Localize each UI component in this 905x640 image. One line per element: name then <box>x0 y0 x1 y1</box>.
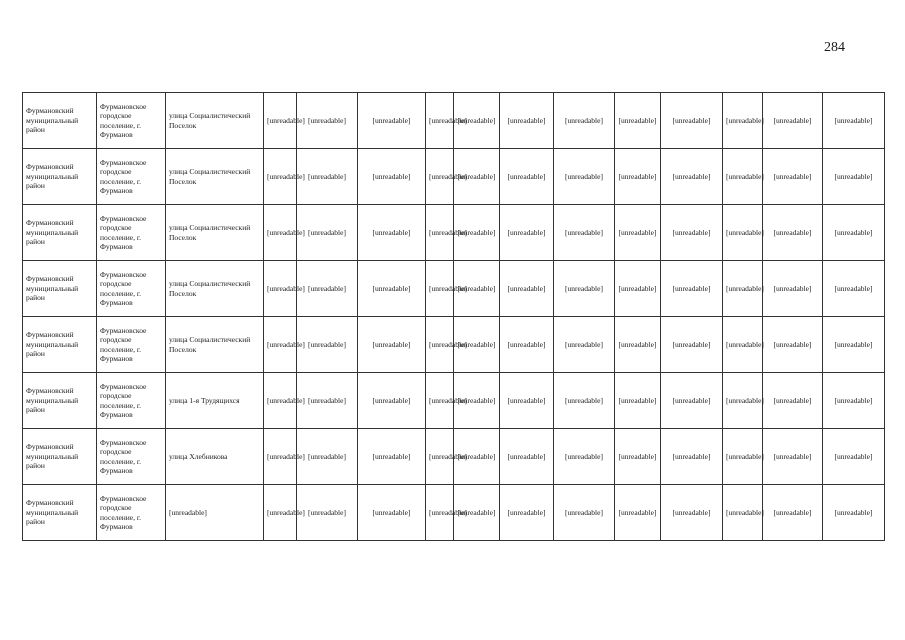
value-cell: [unreadable] <box>823 93 885 149</box>
value-cell: [unreadable] <box>661 93 723 149</box>
value-cell: [unreadable] <box>358 317 426 373</box>
value-cell: [unreadable] <box>723 205 763 261</box>
settlement-cell: Фурмановское городское поселение, г. Фурманов <box>97 205 166 261</box>
value-cell: [unreadable] <box>823 373 885 429</box>
value-cell: [unreadable] <box>723 93 763 149</box>
table-row <box>23 149 885 205</box>
value-cell: [unreadable] <box>264 485 297 541</box>
value-cell: [unreadable] <box>661 317 723 373</box>
value-cell: [unreadable] <box>358 261 426 317</box>
value-cell: [unreadable] <box>554 373 615 429</box>
settlement-cell: Фурмановское городское поселение, г. Фурманов <box>97 93 166 149</box>
value-cell: [unreadable] <box>297 261 358 317</box>
value-cell: [unreadable] <box>615 317 661 373</box>
street-cell: улица 1-я Трудящихся <box>166 373 264 429</box>
value-cell: [unreadable] <box>454 317 500 373</box>
value-cell: [unreadable] <box>454 205 500 261</box>
street-cell: улица Социалистический Поселок <box>166 93 264 149</box>
value-cell: [unreadable] <box>454 93 500 149</box>
table-row <box>23 93 885 149</box>
value-cell: [unreadable] <box>723 317 763 373</box>
municipality-cell: Фурмановский муниципальный район <box>23 317 97 373</box>
value-cell: [unreadable] <box>426 205 454 261</box>
municipality-cell: Фурмановский муниципальный район <box>23 261 97 317</box>
settlement-cell: Фурмановское городское поселение, г. Фурманов <box>97 485 166 541</box>
value-cell: [unreadable] <box>723 485 763 541</box>
value-cell: [unreadable] <box>661 373 723 429</box>
value-cell: [unreadable] <box>554 205 615 261</box>
value-cell: [unreadable] <box>358 373 426 429</box>
value-cell: [unreadable] <box>358 149 426 205</box>
value-cell: [unreadable] <box>823 317 885 373</box>
value-cell: [unreadable] <box>500 429 554 485</box>
municipality-cell: Фурмановский муниципальный район <box>23 373 97 429</box>
settlement-cell: Фурмановское городское поселение, г. Фурманов <box>97 149 166 205</box>
settlement-cell: Фурмановское городское поселение, г. Фурманов <box>97 429 166 485</box>
value-cell: [unreadable] <box>264 429 297 485</box>
municipality-cell: Фурмановский муниципальный район <box>23 429 97 485</box>
value-cell: [unreadable] <box>763 485 823 541</box>
value-cell: [unreadable] <box>358 429 426 485</box>
value-cell: [unreadable] <box>358 485 426 541</box>
value-cell: [unreadable] <box>500 373 554 429</box>
municipality-cell: Фурмановский муниципальный район <box>23 485 97 541</box>
value-cell: [unreadable] <box>661 205 723 261</box>
value-cell: [unreadable] <box>297 485 358 541</box>
value-cell: [unreadable] <box>661 149 723 205</box>
value-cell: [unreadable] <box>554 261 615 317</box>
value-cell: [unreadable] <box>615 149 661 205</box>
value-cell: [unreadable] <box>763 261 823 317</box>
table-row <box>23 485 885 541</box>
value-cell: [unreadable] <box>823 485 885 541</box>
value-cell: [unreadable] <box>454 373 500 429</box>
value-cell: [unreadable] <box>297 205 358 261</box>
street-cell: улица Социалистический Поселок <box>166 261 264 317</box>
value-cell: [unreadable] <box>358 205 426 261</box>
table-row <box>23 261 885 317</box>
value-cell: [unreadable] <box>297 373 358 429</box>
value-cell: [unreadable] <box>500 205 554 261</box>
settlement-cell: Фурмановское городское поселение, г. Фурманов <box>97 317 166 373</box>
value-cell: [unreadable] <box>615 373 661 429</box>
value-cell: [unreadable] <box>763 149 823 205</box>
value-cell: [unreadable] <box>763 205 823 261</box>
value-cell: [unreadable] <box>264 261 297 317</box>
value-cell: [unreadable] <box>661 485 723 541</box>
value-cell: [unreadable] <box>264 317 297 373</box>
value-cell: [unreadable] <box>763 93 823 149</box>
value-cell: [unreadable] <box>426 93 454 149</box>
street-cell: улица Социалистический Поселок <box>166 205 264 261</box>
value-cell: [unreadable] <box>763 317 823 373</box>
value-cell: [unreadable] <box>264 93 297 149</box>
value-cell: [unreadable] <box>615 93 661 149</box>
register-table <box>22 92 885 541</box>
value-cell: [unreadable] <box>615 205 661 261</box>
table-row <box>23 373 885 429</box>
value-cell: [unreadable] <box>264 373 297 429</box>
value-cell: [unreadable] <box>454 149 500 205</box>
value-cell: [unreadable] <box>554 93 615 149</box>
street-cell: [unreadable] <box>166 485 264 541</box>
value-cell: [unreadable] <box>554 485 615 541</box>
value-cell: [unreadable] <box>454 429 500 485</box>
value-cell: [unreadable] <box>723 429 763 485</box>
value-cell: [unreadable] <box>426 373 454 429</box>
value-cell: [unreadable] <box>823 149 885 205</box>
value-cell: [unreadable] <box>554 149 615 205</box>
value-cell: [unreadable] <box>297 317 358 373</box>
value-cell: [unreadable] <box>264 149 297 205</box>
value-cell: [unreadable] <box>823 429 885 485</box>
street-cell: улица Социалистический Поселок <box>166 149 264 205</box>
value-cell: [unreadable] <box>500 317 554 373</box>
value-cell: [unreadable] <box>615 429 661 485</box>
settlement-cell: Фурмановское городское поселение, г. Фурманов <box>97 373 166 429</box>
value-cell: [unreadable] <box>500 93 554 149</box>
value-cell: [unreadable] <box>661 429 723 485</box>
value-cell: [unreadable] <box>454 261 500 317</box>
value-cell: [unreadable] <box>723 261 763 317</box>
municipality-cell: Фурмановский муниципальный район <box>23 93 97 149</box>
value-cell: [unreadable] <box>426 317 454 373</box>
value-cell: [unreadable] <box>723 373 763 429</box>
street-cell: улица Хлебникова <box>166 429 264 485</box>
value-cell: [unreadable] <box>661 261 723 317</box>
value-cell: [unreadable] <box>454 485 500 541</box>
municipality-cell: Фурмановский муниципальный район <box>23 205 97 261</box>
value-cell: [unreadable] <box>297 429 358 485</box>
settlement-cell: Фурмановское городское поселение, г. Фурманов <box>97 261 166 317</box>
value-cell: [unreadable] <box>723 149 763 205</box>
street-cell: улица Социалистический Поселок <box>166 317 264 373</box>
table-body <box>23 93 885 541</box>
value-cell: [unreadable] <box>554 317 615 373</box>
value-cell: [unreadable] <box>264 205 297 261</box>
value-cell: [unreadable] <box>763 429 823 485</box>
value-cell: [unreadable] <box>500 149 554 205</box>
value-cell: [unreadable] <box>615 485 661 541</box>
value-cell: [unreadable] <box>358 93 426 149</box>
value-cell: [unreadable] <box>426 485 454 541</box>
table-row <box>23 429 885 485</box>
value-cell: [unreadable] <box>763 373 823 429</box>
value-cell: [unreadable] <box>554 429 615 485</box>
value-cell: [unreadable] <box>823 205 885 261</box>
value-cell: [unreadable] <box>615 261 661 317</box>
value-cell: [unreadable] <box>823 261 885 317</box>
page-number: 284 <box>824 40 845 55</box>
value-cell: [unreadable] <box>500 485 554 541</box>
value-cell: [unreadable] <box>500 261 554 317</box>
table-row <box>23 205 885 261</box>
value-cell: [unreadable] <box>297 93 358 149</box>
value-cell: [unreadable] <box>426 149 454 205</box>
table-row <box>23 317 885 373</box>
value-cell: [unreadable] <box>426 429 454 485</box>
municipality-cell: Фурмановский муниципальный район <box>23 149 97 205</box>
value-cell: [unreadable] <box>297 149 358 205</box>
value-cell: [unreadable] <box>426 261 454 317</box>
